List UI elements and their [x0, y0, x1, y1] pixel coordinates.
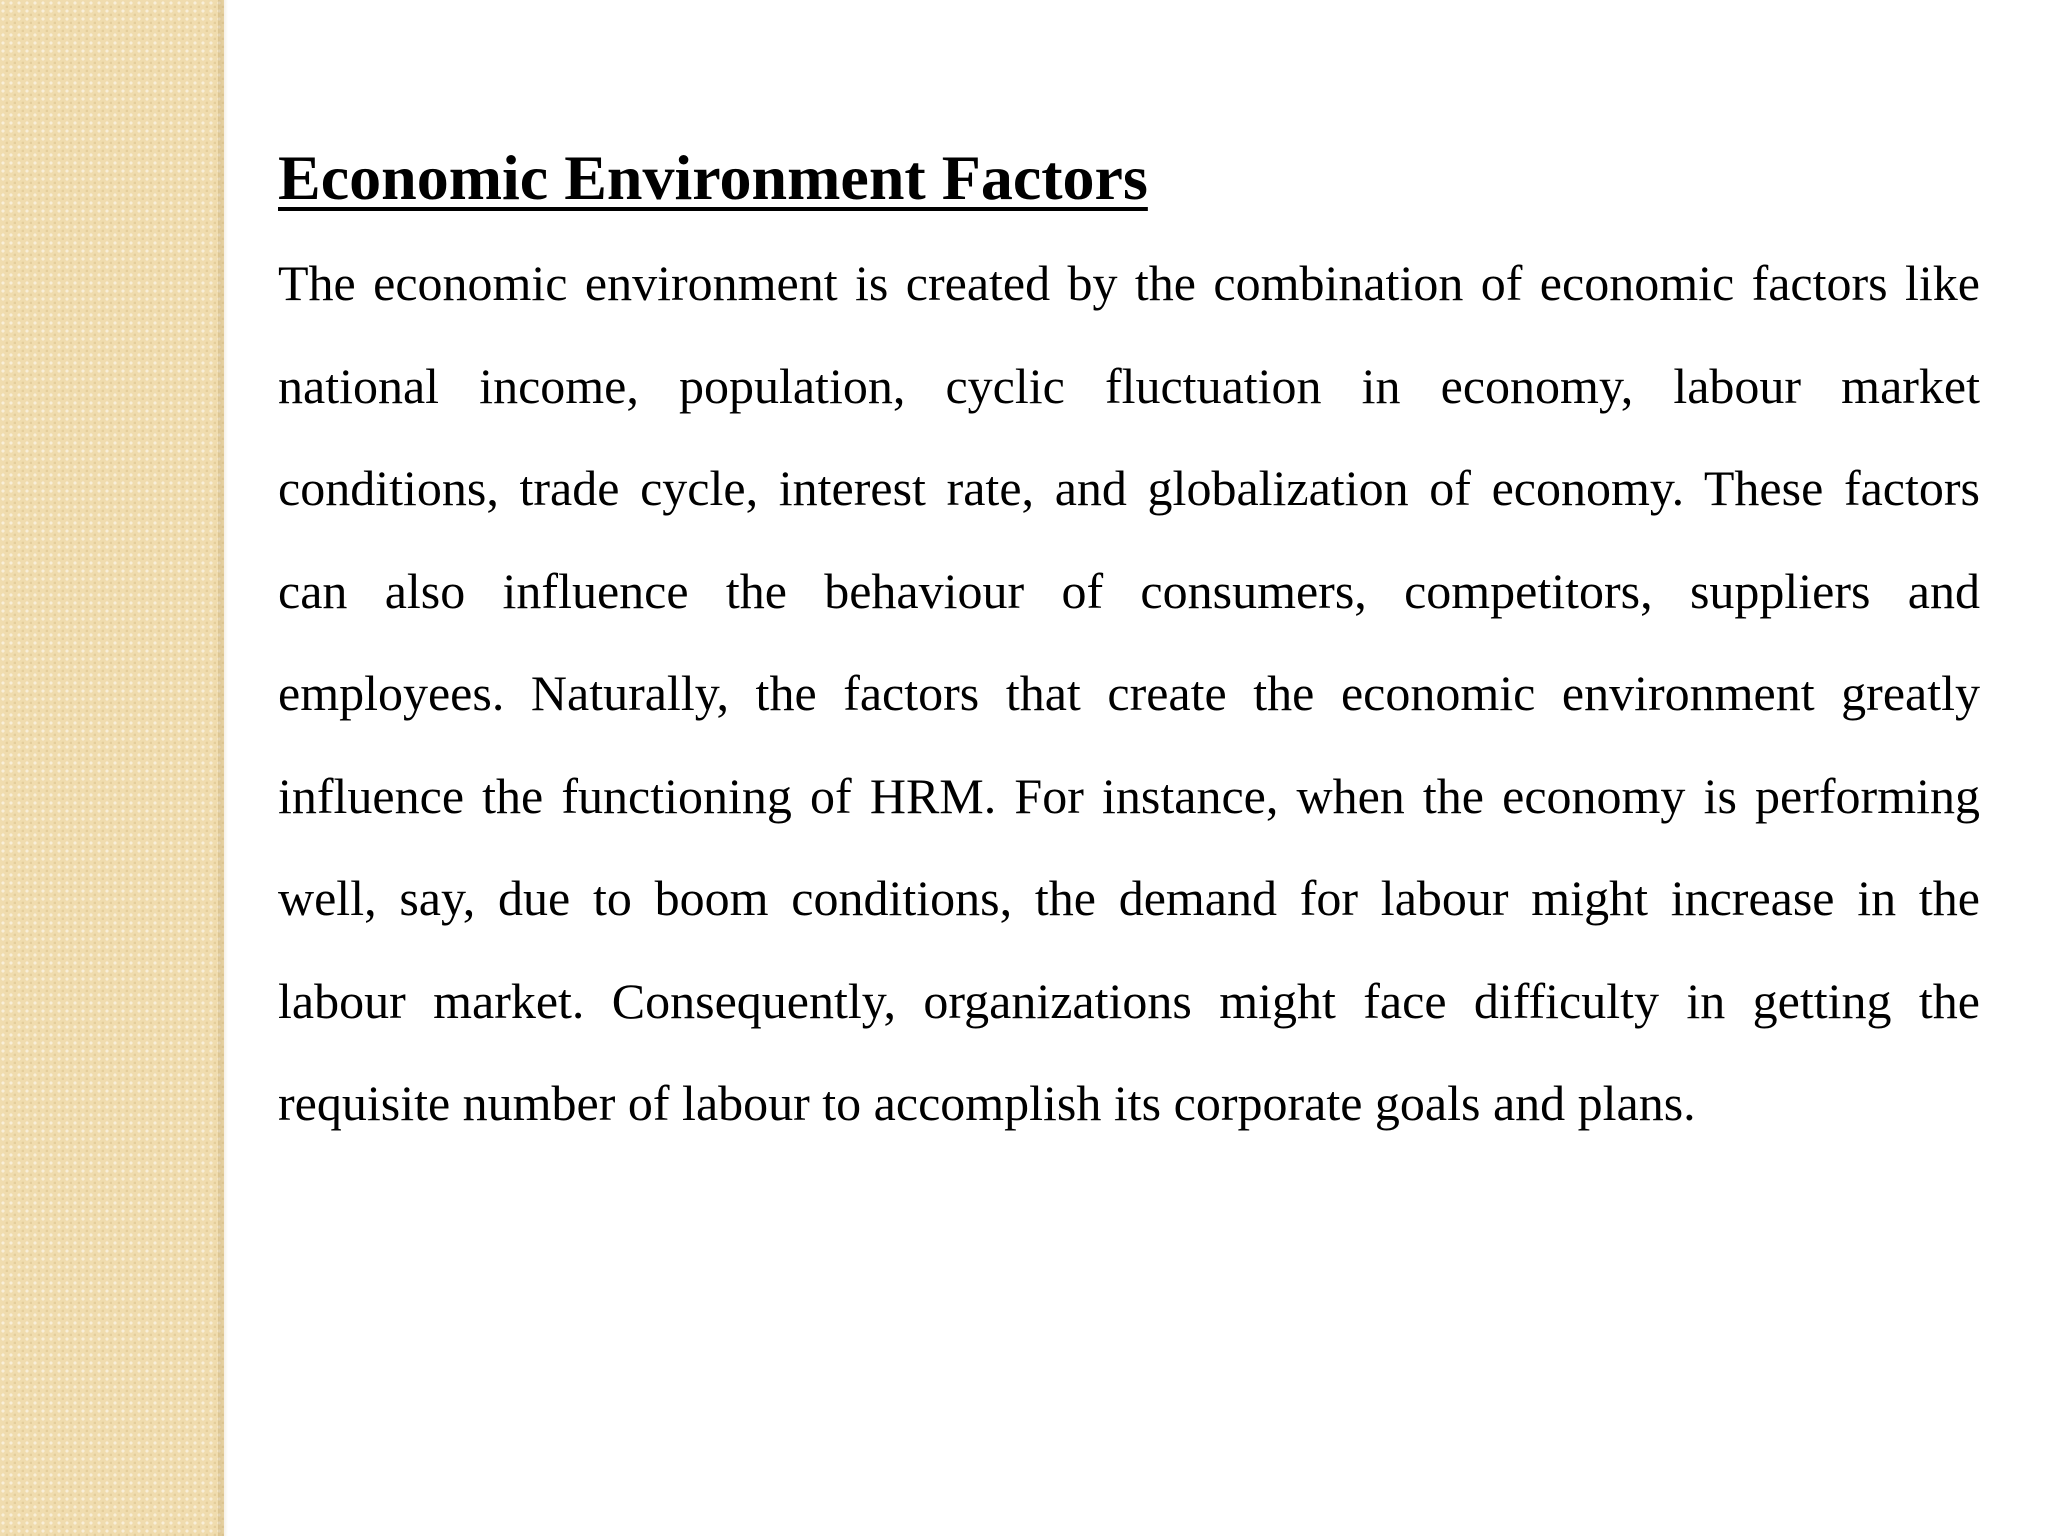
- decorative-side-band: [0, 0, 224, 1536]
- slide-body-paragraph: The economic environment is created by the combination of economic factors like national income, population, cyclic fluctuation in economy, labour market conditions, trade cycle, interest rate, and globalization of economy. These factors can also influence the behaviour of consumers, competitors, suppliers and employees. Naturally, the factors that create the economic environment greatly influence the functioning of HRM. For instance, when the economy is performing well, say, due to boom conditions, the demand for labour might increase in the labour market. Consequently, organizations might face difficulty in getting the requisite number of labour to accomplish its corporate goals and plans.: [278, 255, 1980, 1131]
- slide-content: [278, 138, 1980, 1155]
- slide-title: Economic Environment Factors: [278, 142, 1148, 213]
- side-band-edge-shadow: [218, 0, 228, 1536]
